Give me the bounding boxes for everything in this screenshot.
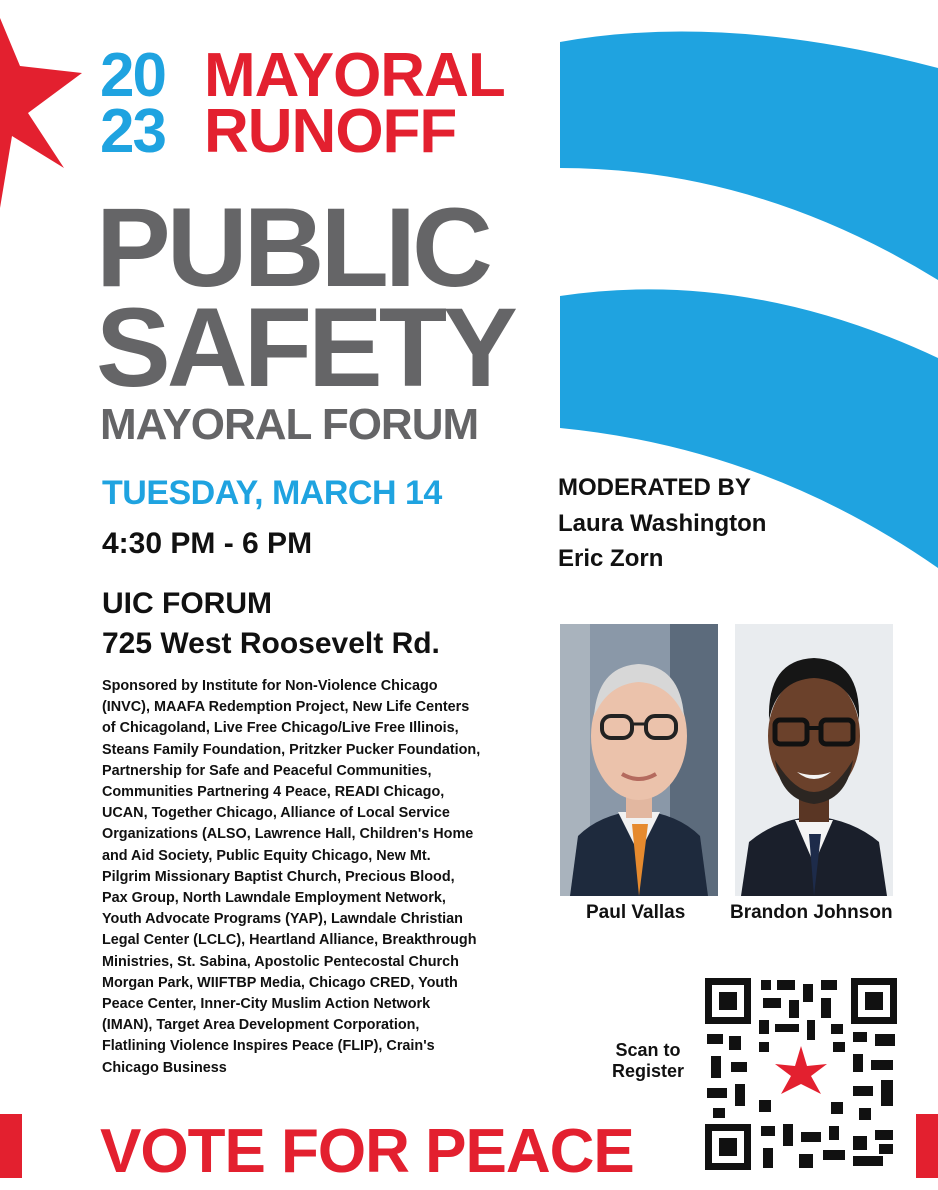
venue-name: UIC FORUM — [102, 587, 272, 620]
sponsor-line: Chicago Business — [102, 1059, 227, 1076]
sponsor-line: Pax Group, North Lawndale Employment Network, — [102, 890, 446, 907]
year-label — [100, 41, 165, 166]
sponsors-text — [102, 676, 542, 1079]
sponsor-line: Legal Center (LCLC), Heartland Alliance, Breakthrough — [102, 932, 477, 949]
scan-to-register-label — [600, 1040, 696, 1082]
venue-address: 725 West Roosevelt Rd. — [102, 627, 440, 660]
moderator-name: Laura Washington — [558, 510, 767, 537]
scan-line-1: Scan to — [615, 1040, 681, 1060]
title-top: MAYORAL — [204, 41, 505, 110]
sponsor-line: Sponsored by Institute for Non-Violence Chicago — [102, 678, 438, 694]
scan-line-2: Register — [611, 1061, 685, 1081]
event-time: 4:30 PM - 6 PM — [102, 527, 313, 560]
sponsor-line: Youth Advocate Programs (YAP), Lawndale Christian — [102, 911, 463, 928]
sponsor-line: (INVC), MAAFA Redemption Project, New Life Centers — [102, 699, 470, 716]
sponsor-line: Peace Center, Inner-City Muslim Action Network — [102, 996, 431, 1013]
sponsor-line: Pilgrim Missionary Baptist Church, Precious Blood, — [102, 868, 455, 885]
sponsor-line: UCAN, Together Chicago, Alliance of Local Service — [102, 805, 450, 822]
sponsor-line: Morgan Park, WIIFTBP Media, Chicago CRED, Youth — [102, 974, 458, 991]
title-bottom: RUNOFF — [204, 97, 457, 166]
headline-public: PUBLIC — [96, 185, 489, 310]
footer-red-bar-right — [916, 1114, 938, 1178]
sponsor-line: Communities Partnering 4 Peace, READI Chicago, — [102, 784, 445, 801]
candidate-photo-vallas — [560, 624, 718, 896]
year-bottom: 23 — [100, 97, 165, 166]
moderator-name: Eric Zorn — [558, 545, 664, 572]
year-top: 20 — [100, 41, 165, 110]
sponsor-line: Flatlining Violence Inspires Peace (FLIP), Crain's — [102, 1038, 435, 1055]
sponsor-line: of Chicagoland, Live Free Chicago/Live Free Illinois, — [102, 720, 459, 737]
sponsor-line: Partnership for Safe and Peaceful Communities, — [102, 762, 432, 779]
qr-code-icon[interactable] — [703, 976, 899, 1172]
candidate-name: Brandon Johnson — [730, 902, 893, 923]
runoff-title — [204, 41, 505, 166]
sponsor-line: and Aid Society, Public Equity Chicago, New Mt. — [102, 847, 431, 864]
moderated-by-heading: MODERATED BY — [558, 474, 751, 501]
footer-red-bar-left — [0, 1114, 22, 1178]
chicago-star-icon — [0, 18, 94, 208]
vote-for-peace-slogan: VOTE FOR PEACE — [100, 1117, 634, 1186]
candidate-name: Paul Vallas — [586, 902, 686, 923]
sponsor-line: (IMAN), Target Area Development Corporation, — [102, 1017, 420, 1034]
candidate-photo-johnson — [735, 624, 893, 896]
headline-mayoral-forum: MAYORAL FORUM — [100, 400, 479, 449]
event-date: TUESDAY, MARCH 14 — [102, 474, 442, 512]
event-venue — [102, 584, 440, 664]
sponsor-line: Steans Family Foundation, Pritzker Pucker Foundation, — [102, 741, 481, 758]
sponsor-line: Ministries, St. Sabina, Apostolic Pentecostal Church — [102, 953, 459, 970]
sponsor-line: Organizations (ALSO, Lawrence Hall, Children's Home — [102, 826, 474, 843]
headline-safety: SAFETY — [96, 285, 514, 410]
